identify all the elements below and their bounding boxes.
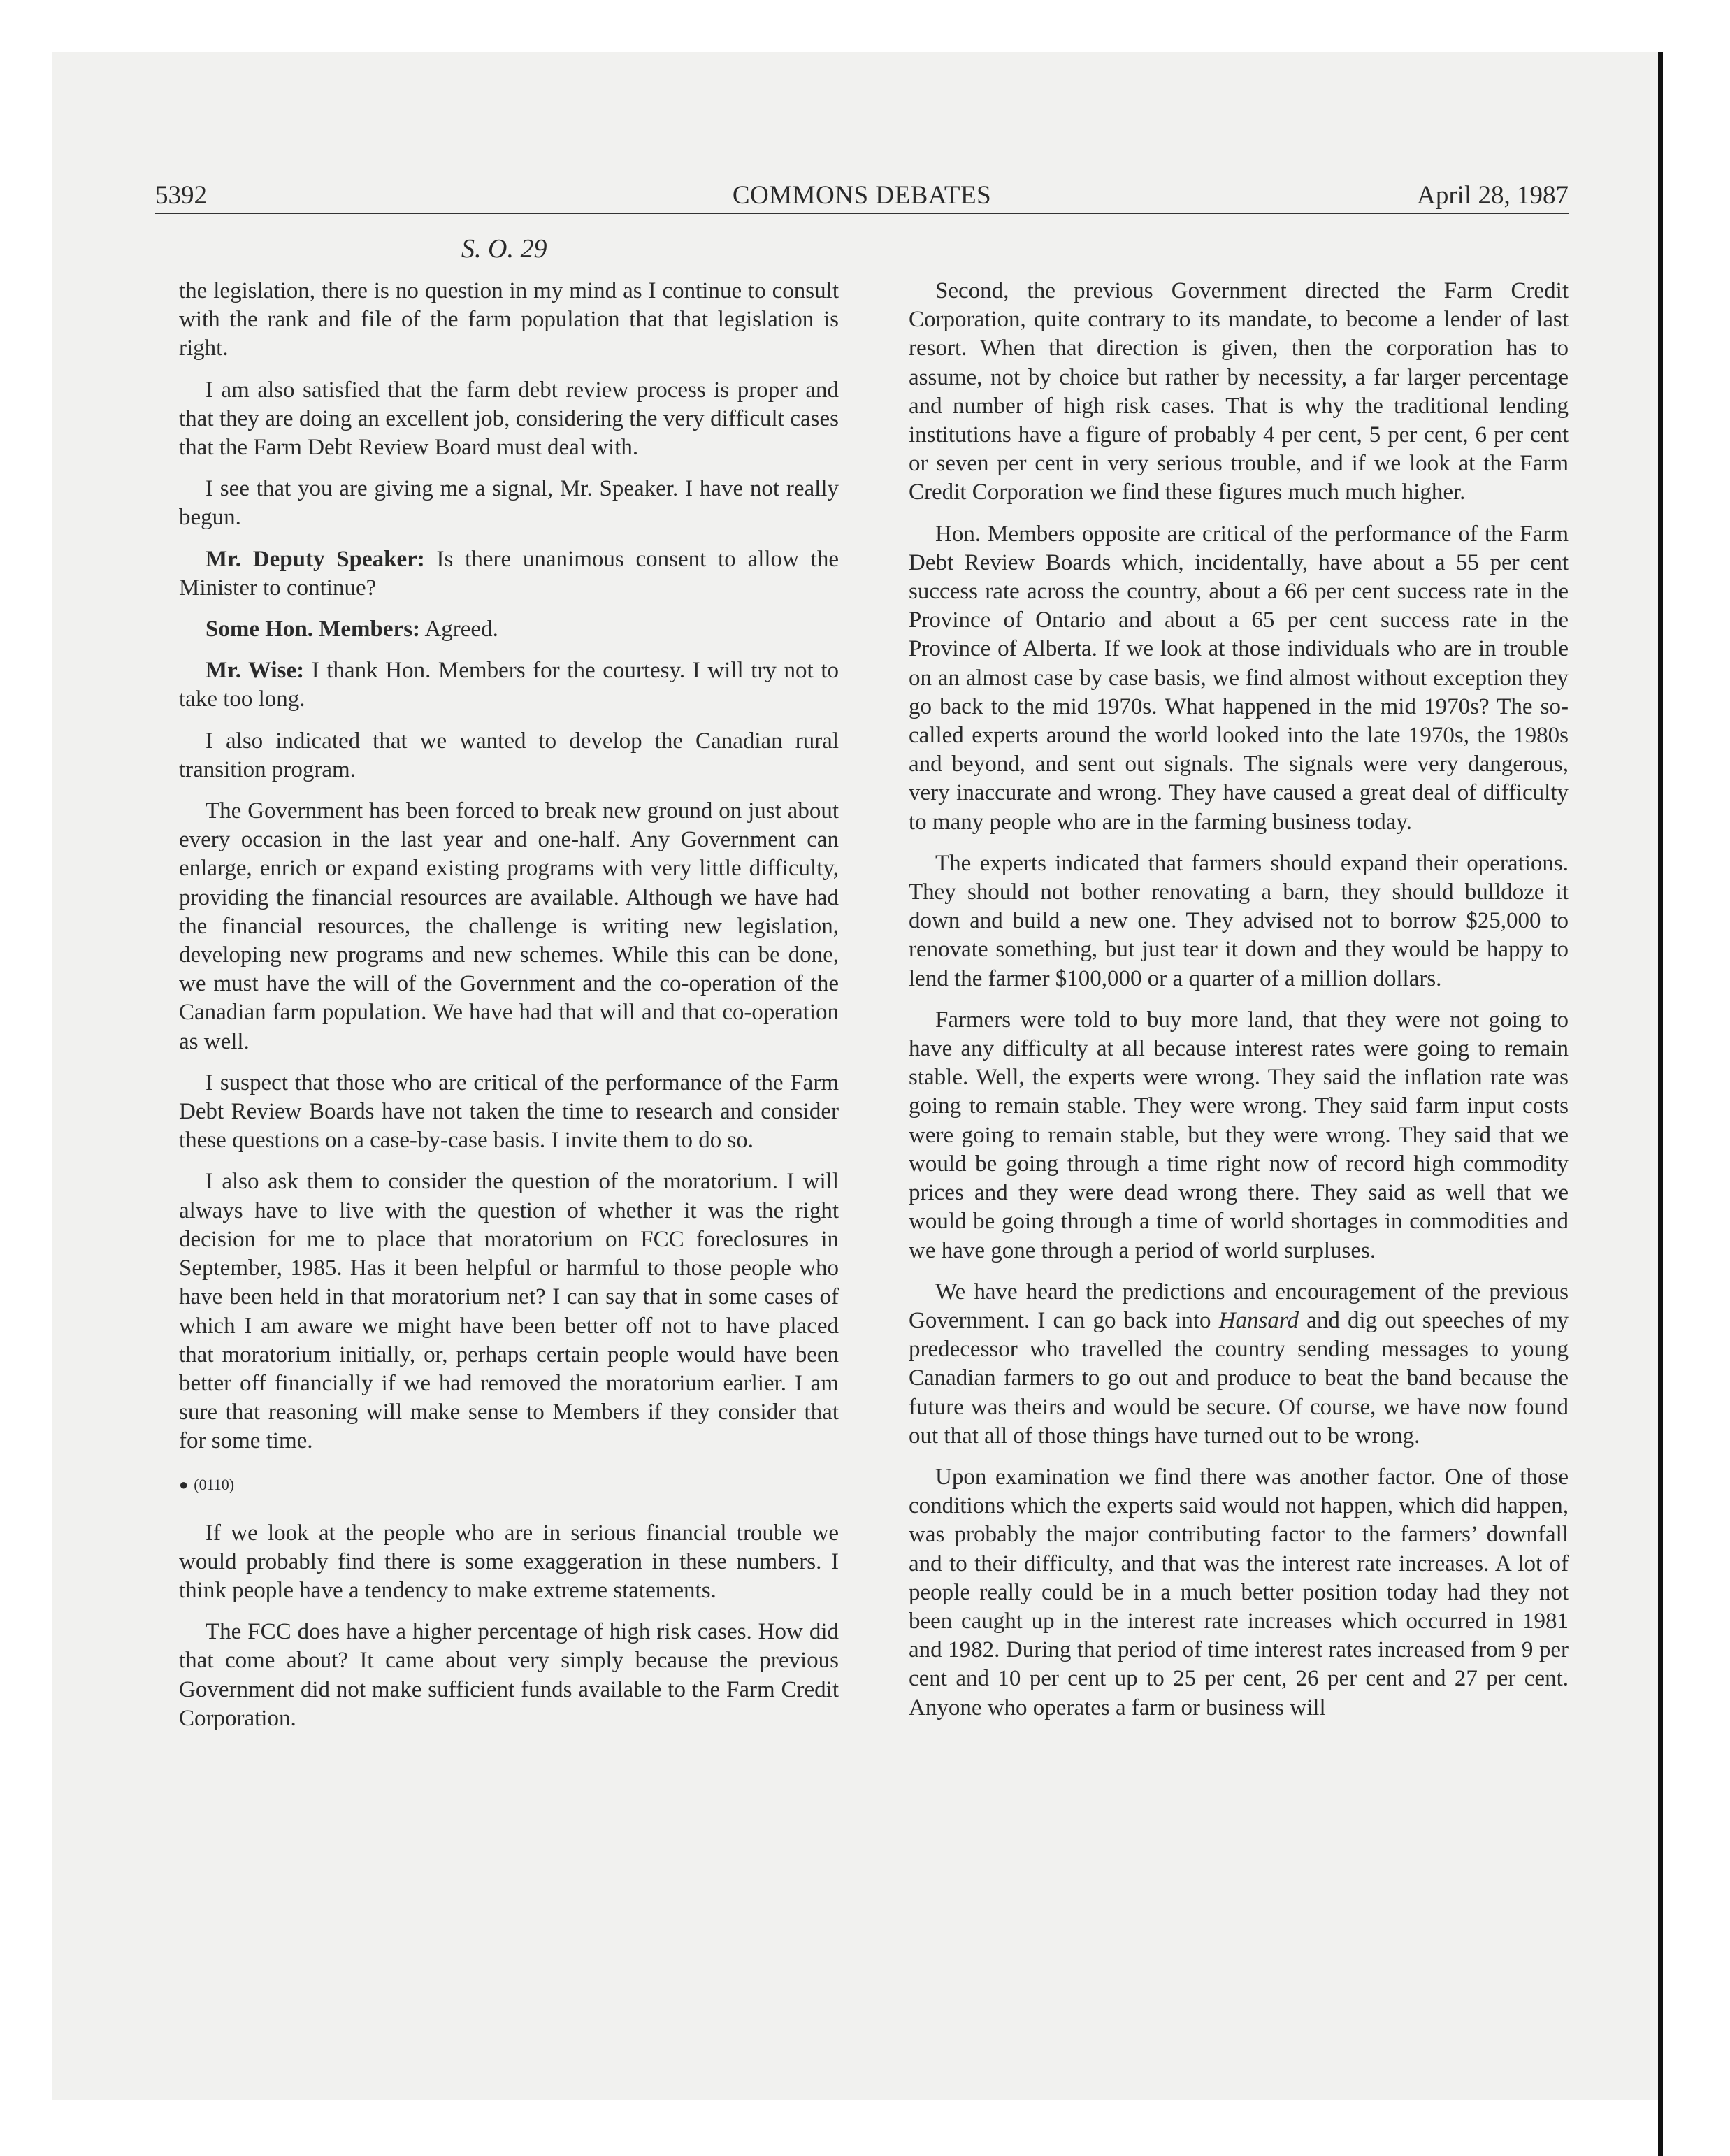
paragraph: I suspect that those who are critical of the performance of the Farm Debt Review Boards have not taken the time to research and consider these questions on a case-by-case basis. I invite them to do so. <box>179 1070 839 1154</box>
page-edge-shadow <box>1658 52 1663 2156</box>
paragraph: Farmers were told to buy more land, that they were not going to have any difficulty at all because interest rates were going to remain stable. Well, the experts were wrong. They said the inflation rate was going to remain stable. They were wrong. They said farm input costs were going to remain stable, but they were wrong. They said that we would be going through a time right now of record high commodity prices and they were dead wrong there. They said as well that we would be going through a time of world shortages in commodities and we have gone through a period of world surpluses. <box>909 1007 1569 1263</box>
page-number: 5392 <box>155 181 207 210</box>
text-run: and dig out speeches of my predecessor who travelled the country sending messages to young Canadian farmers to go out and produce to beat the band because the future was theirs and would be secure. Of course, we have now found out that all of those things have turned out to be wrong. <box>909 1307 1569 1449</box>
speech <box>179 615 839 644</box>
paragraph: Hon. Members opposite are critical of the performance of the Farm Debt Review Boards which, incidentally, have about a 55 per cent success rate across the country, about a 66 per cent success rate in the Province of Ontario and about a 65 per cent success rate in the Province of Alberta. If we look at those individuals who are in trouble on an almost case by case basis, we find almost without exception they go back to the mid 1970s. What happened in the mid 1970s? The so-called experts around the world looked into the late 1970s, the 1980s and beyond, and sent out signals. The signals were very dangerous, very inaccurate and wrong. They have caused a great deal of difficulty to many people who are in the farming business today. <box>909 521 1569 835</box>
page-date: April 28, 1987 <box>1417 181 1569 210</box>
speech <box>179 545 839 603</box>
hansard-reference: Hansard <box>1218 1307 1299 1333</box>
header-rule <box>155 213 1569 214</box>
speech-text: Is there unanimous consent to allow the Minister to continue? <box>179 546 839 601</box>
right-column <box>909 277 1569 1735</box>
paragraph: The experts indicated that farmers should expand their operations. They should not bother renovating a barn, they should bulldoze it down and build a new one. They advised not to borrow $25,000 to renovate something, but just tear it down and they would be happy to lend the farmer $100,000 or a quarter of a million dollars. <box>909 850 1569 991</box>
time-marker <box>179 1474 839 1495</box>
paragraph: The FCC does have a higher percentage of high risk cases. How did that come about? It came about very simply because the previous Government did not make sufficient funds available to the Farm Credit Corporation. <box>179 1619 839 1731</box>
bullet-icon: ● <box>179 1475 189 1493</box>
speech <box>179 656 839 714</box>
paragraph: the legislation, there is no question in my mind as I continue to consult with the rank and file of the farm population that that legislation is right. <box>179 278 839 361</box>
paragraph <box>909 1278 1569 1451</box>
left-column <box>179 277 839 1746</box>
page-header <box>155 180 1569 217</box>
speaker-name: Mr. Wise: <box>206 658 305 684</box>
section-heading: S. O. 29 <box>461 234 547 264</box>
speech-text: Agreed. <box>420 617 498 642</box>
paragraph: I also indicated that we wanted to develop the Canadian rural transition program. <box>179 728 839 782</box>
paragraph: I am also satisfied that the farm debt review process is proper and that they are doing an excellent job, considering the very difficult cases that the Farm Debt Review Board must deal with. <box>179 377 839 461</box>
speaker-name: Some Hon. Members: <box>206 617 421 642</box>
speaker-name: Mr. Deputy Speaker: <box>206 546 425 572</box>
paragraph: I see that you are giving me a signal, Mr. Speaker. I have not really begun. <box>179 476 839 531</box>
paragraph: Second, the previous Government directed the Farm Credit Corporation, quite contrary to its mandate, to become a lender of last resort. When that direction is given, then the corporation has to assume, not by choice but rather by necessity, a far larger percentage and number of high risk cases. That is why the traditional lending institutions have a figure of probably 4 per cent, 5 per cent, 6 per cent or seven per cent in very serious trouble, and if we look at the Farm Credit Corporation we find these figures much much higher. <box>909 278 1569 505</box>
publication-title: COMMONS DEBATES <box>732 181 992 210</box>
time-marker-text: (0110) <box>194 1475 235 1493</box>
speech-text: I thank Hon. Members for the courtesy. I will try not to take too long. <box>179 658 839 712</box>
paragraph: Upon examination we find there was another factor. One of those conditions which the experts said would not happen, which did happen, was probably the major contributing factor to the farmers’ downfall and to their difficulty, and that was the interest rate increases. A lot of people really could be in a much better position today had they not been caught up in the interest rate increases which occurred in 1981 and 1982. During that period of time interest rates increased from 9 per cent and 10 per cent up to 25 per cent, 26 per cent and 27 per cent. Anyone who operates a farm or business will <box>909 1464 1569 1720</box>
paragraph: I also ask them to consider the question of the moratorium. I will always have to live with the question of whether it was the right decision for me to place that moratorium on FCC foreclosures in September, 1985. Has it been helpful or harmful to those people who have been held in that moratorium net? I can say that in some cases of which I am aware we might have been better off not to have placed that moratorium initially, or, perhaps certain people would have been better off financially if we had removed the moratorium earlier. I am sure that reasoning will make sense to Members if they consider that for some time. <box>179 1169 839 1454</box>
paragraph: If we look at the people who are in serious financial trouble we would probably find there is some exaggeration in these numbers. I think people have a tendency to make extreme statements. <box>179 1520 839 1603</box>
text-run: We have heard the predictions and encouragement of the previous Government. I can go back into <box>909 1279 1569 1333</box>
paragraph: The Government has been forced to break new ground on just about every occasion in the last year and one-half. Any Government can enlarge, enrich or expand existing programs with very little difficulty, providing the financial resources are available. Although we have had the financial resources, the challenge is writing new legislation, developing new programs and new schemes. While this can be done, we must have the will of the Government and the co-operation of the Canadian farm population. We have had that will and that co-operation as well. <box>179 798 839 1054</box>
